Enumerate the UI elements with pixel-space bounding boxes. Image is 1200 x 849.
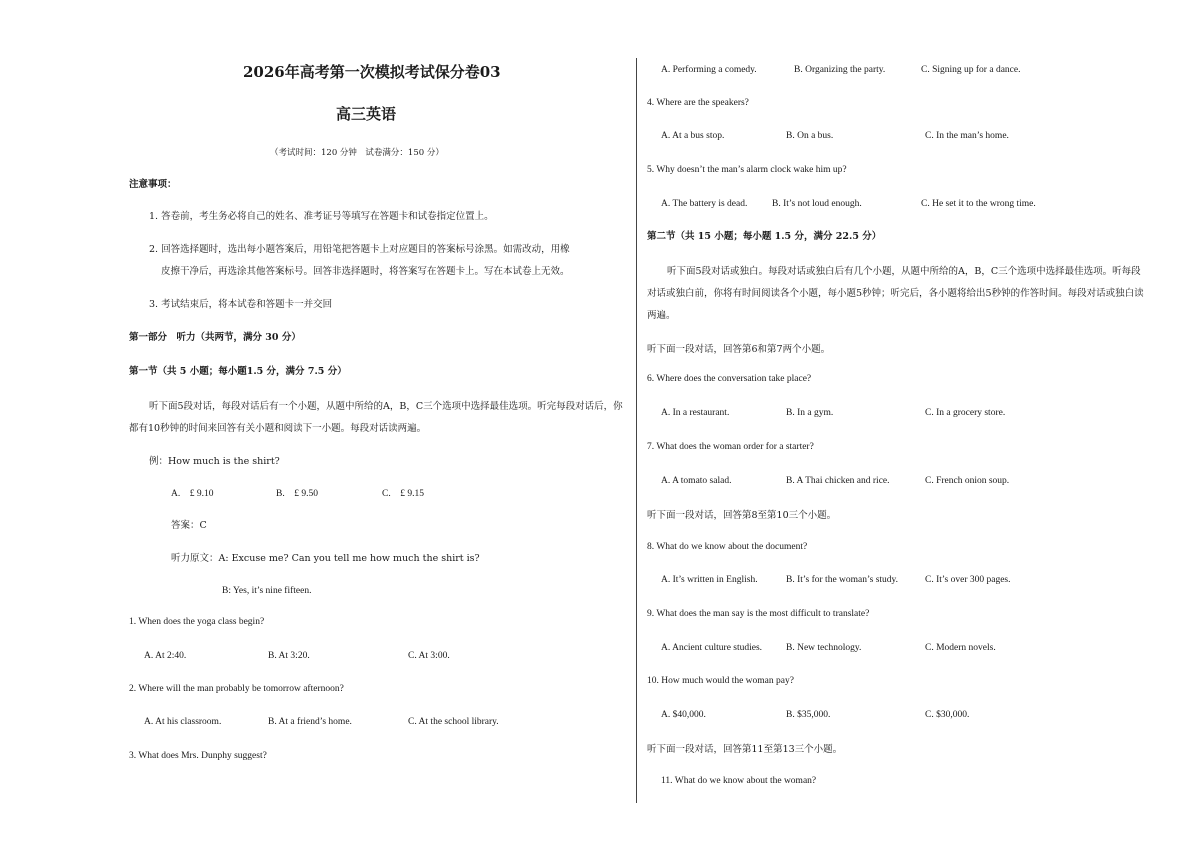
example-option-b: B. £ 9.50 bbox=[276, 489, 318, 499]
q4-option-c: C. In the man’s home. bbox=[925, 131, 1009, 141]
q1-option-c: C. At 3:00. bbox=[408, 651, 450, 661]
q9-option-a: A. Ancient culture studies. bbox=[661, 643, 763, 653]
notes-item-1: 1. 答卷前，考生务必将自己的姓名、准考证号等填写在答题卡和试卷指定位置上。 bbox=[149, 211, 494, 222]
q5-option-a: A. The battery is dead. bbox=[661, 199, 748, 209]
q8-option-c: C. It’s over 300 pages. bbox=[925, 575, 1011, 585]
section1-heading: 第一节（共 5 小题；每小题1.5 分，满分 7.5 分） bbox=[129, 366, 347, 377]
q7-option-b: B. A Thai chicken and rice. bbox=[786, 476, 890, 486]
exam-info: （考试时间：120 分钟 试卷满分：150 分） bbox=[270, 148, 444, 158]
q8-option-b: B. It’s for the woman’s study. bbox=[786, 575, 899, 585]
q10-option-a: A. $40,000. bbox=[661, 710, 706, 720]
example-question: 例：How much is the shirt? bbox=[149, 456, 280, 467]
q6-option-c: C. In a grocery store. bbox=[925, 408, 1006, 418]
group-3-intro: 听下面一段对话，回答第11至第13三个小题。 bbox=[647, 744, 843, 755]
q4-option-b: B. On a bus. bbox=[786, 131, 834, 141]
column-divider bbox=[636, 58, 637, 803]
section2-instructions: 听下面5段对话或独白。每段对话或独白后有几个小题，从题中所给的A，B，C三个选项中选择最佳选项。听每段对话或独白前，你将有时间阅读各个小题，每小题5秒钟；听完后，各小题将给出5秒钟的作答时间。每段对话或独白读两遍。 bbox=[647, 266, 1144, 321]
question-10: 10. How much would the woman pay? bbox=[647, 676, 794, 686]
example-option-c: C. £ 9.15 bbox=[382, 489, 424, 499]
question-3: 3. What does Mrs. Dunphy suggest? bbox=[129, 751, 267, 761]
group-2-intro: 听下面一段对话，回答第8至第10三个小题。 bbox=[647, 510, 837, 521]
example-script-1: 听力原文：A: Excuse me? Can you tell me how much the shirt is? bbox=[171, 553, 480, 564]
q2-option-b: B. At a friend’s home. bbox=[268, 717, 352, 727]
q3-option-c: C. Signing up for a dance. bbox=[921, 65, 1021, 75]
q6-option-a: A. In a restaurant. bbox=[661, 408, 730, 418]
section1-instructions: 听下面5段对话，每段对话后有一个小题，从题中所给的A，B，C三个选项中选择最佳选项。听完每段对话后，你都有10秒钟的时间来回答有关小题和阅读下一小题。每段对话读两遍。 bbox=[129, 401, 623, 434]
example-answer: 答案：C bbox=[171, 520, 207, 531]
section2-heading: 第二节（共 15 小题；每小题 1.5 分，满分 22.5 分） bbox=[647, 231, 882, 242]
notes-heading: 注意事项： bbox=[129, 179, 177, 190]
q2-option-a: A. At his classroom. bbox=[144, 717, 222, 727]
q10-option-c: C. $30,000. bbox=[925, 710, 970, 720]
q10-option-b: B. $35,000. bbox=[786, 710, 831, 720]
q1-option-a: A. At 2:40. bbox=[144, 651, 187, 661]
exam-title: 2026年高考第一次模拟考试保分卷03 bbox=[243, 63, 501, 81]
exam-subject: 高三英语 bbox=[336, 105, 397, 123]
notes-item-2-line-1: 2. 回答选择题时，选出每小题答案后，用铅笔把答题卡上对应题目的答案标号涂黑。如需改动，用橡 bbox=[149, 244, 570, 255]
question-8: 8. What do we know about the document? bbox=[647, 542, 808, 552]
q3-option-b: B. Organizing the party. bbox=[794, 65, 886, 75]
question-11: 11. What do we know about the woman? bbox=[661, 776, 817, 786]
question-2: 2. Where will the man probably be tomorrow afternoon? bbox=[129, 684, 344, 694]
example-option-a: A. £ 9.10 bbox=[171, 489, 214, 499]
q5-option-c: C. He set it to the wrong time. bbox=[921, 199, 1036, 209]
q5-option-b: B. It’s not loud enough. bbox=[772, 199, 862, 209]
question-7: 7. What does the woman order for a starter? bbox=[647, 442, 814, 452]
group-1-intro: 听下面一段对话，回答第6和第7两个小题。 bbox=[647, 344, 831, 355]
q2-option-c: C. At the school library. bbox=[408, 717, 499, 727]
q6-option-b: B. In a gym. bbox=[786, 408, 834, 418]
notes-item-3: 3. 考试结束后，将本试卷和答题卡一并交回 bbox=[149, 299, 333, 310]
q9-option-b: B. New technology. bbox=[786, 643, 862, 653]
notes-item-2-line-2: 皮擦干净后，再选涂其他答案标号。回答非选择题时，将答案写在答题卡上。写在本试卷上无效。 bbox=[161, 266, 570, 277]
q8-option-a: A. It’s written in English. bbox=[661, 575, 758, 585]
part1-heading: 第一部分 听力（共两节，满分 30 分） bbox=[129, 332, 301, 343]
q3-option-a: A. Performing a comedy. bbox=[661, 65, 757, 75]
q1-option-b: B. At 3:20. bbox=[268, 651, 310, 661]
question-4: 4. Where are the speakers? bbox=[647, 98, 749, 108]
example-script-2: B: Yes, it’s nine fifteen. bbox=[222, 586, 312, 596]
q4-option-a: A. At a bus stop. bbox=[661, 131, 725, 141]
question-6: 6. Where does the conversation take place? bbox=[647, 374, 812, 384]
q7-option-c: C. French onion soup. bbox=[925, 476, 1010, 486]
q7-option-a: A. A tomato salad. bbox=[661, 476, 732, 486]
question-1: 1. When does the yoga class begin? bbox=[129, 617, 265, 627]
question-5: 5. Why doesn’t the man’s alarm clock wake him up? bbox=[647, 165, 847, 175]
question-9: 9. What does the man say is the most difficult to translate? bbox=[647, 609, 870, 619]
q9-option-c: C. Modern novels. bbox=[925, 643, 996, 653]
